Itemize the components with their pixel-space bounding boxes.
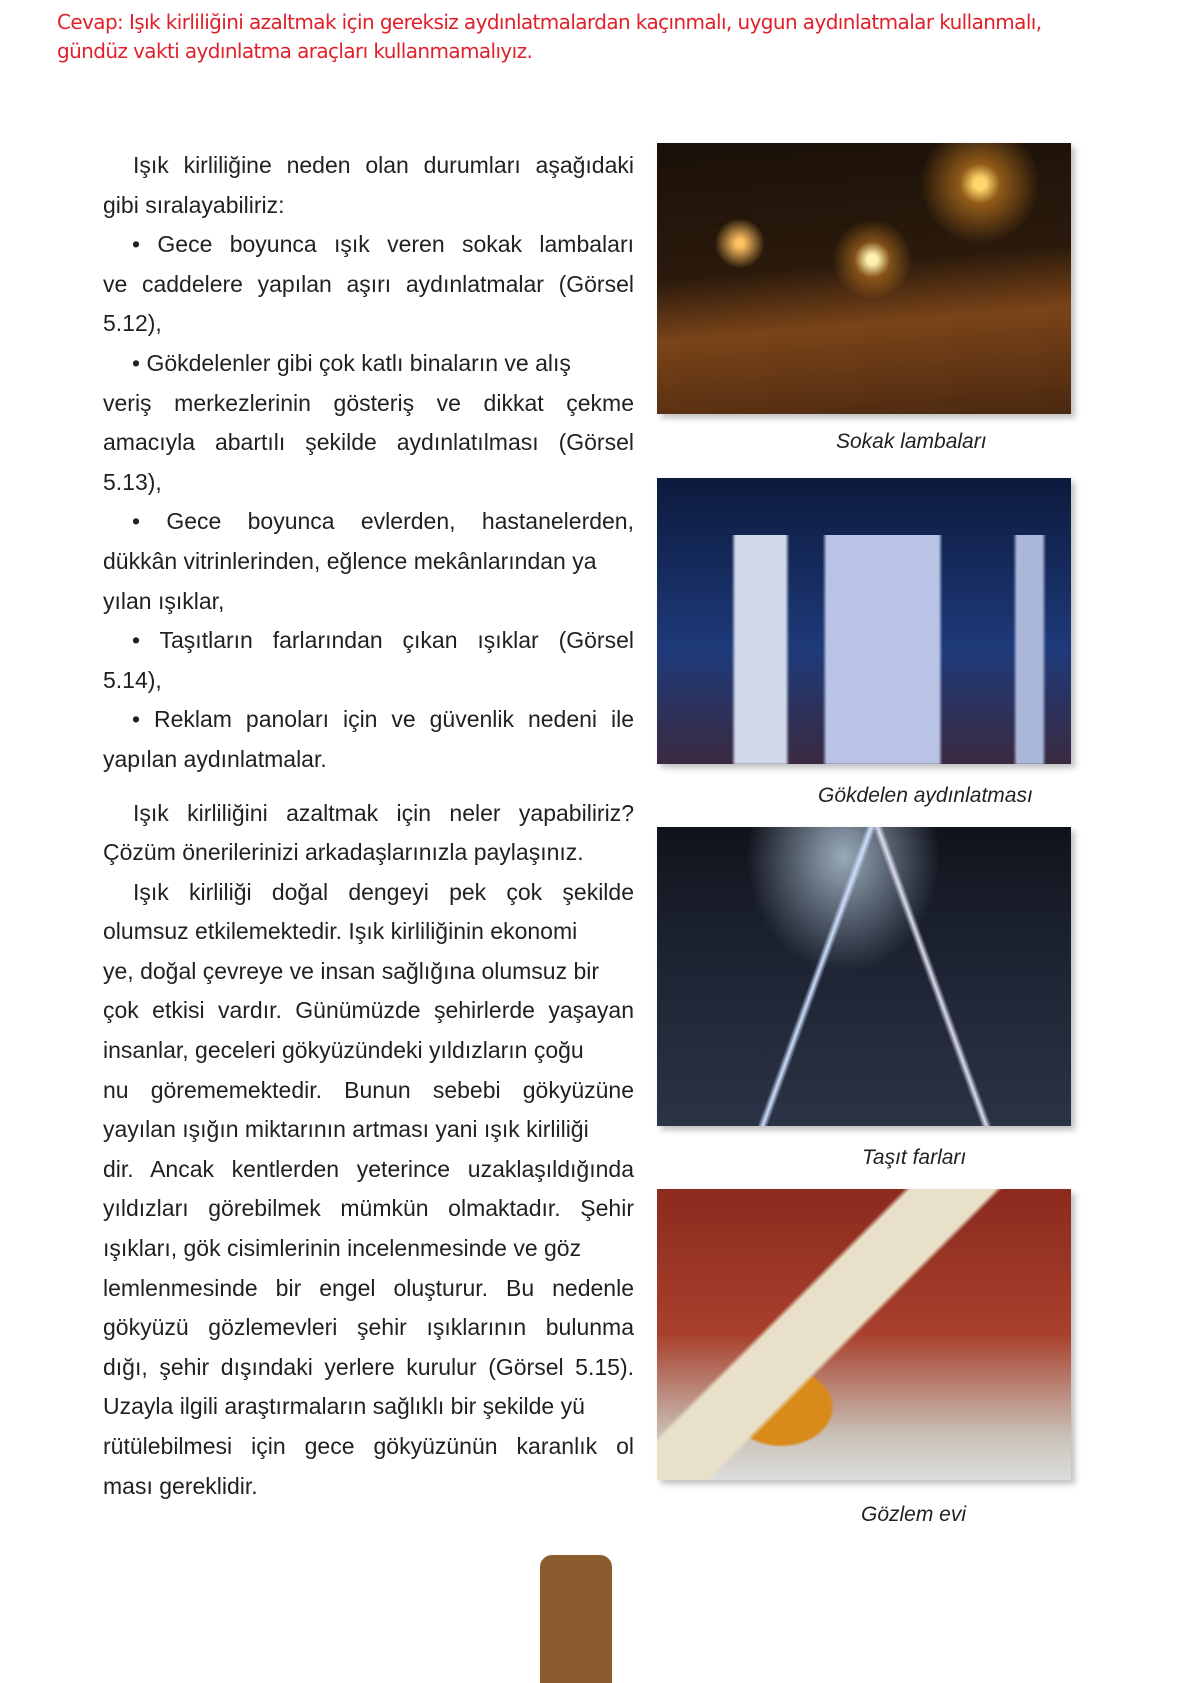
text-line: yılan ışıklar, bbox=[103, 587, 225, 614]
text-line: dükkân vitrinlerinden, eğlence mekânlarından ya bbox=[103, 547, 597, 574]
text-line: dığı, şehir dışındaki yerlere kurulur (Görsel 5.15). bbox=[103, 1353, 634, 1380]
text-line: Işık kirliliğini azaltmak için neler yapabiliriz? bbox=[133, 799, 634, 826]
bullet-line: • Gece boyunca ışık veren sokak lambaları bbox=[132, 231, 634, 258]
text-line: ye, doğal çevreye ve insan sağlığına olumsuz bir bbox=[103, 957, 600, 984]
text-line: dir. Ancak kentlerden yeterince uzaklaşıldığında bbox=[103, 1155, 634, 1182]
figure-caption: Gökdelen aydınlatması bbox=[818, 784, 1033, 807]
answer-line: Cevap: Işık kirliliğini azaltmak için gereksiz aydınlatmalardan kaçınmalı, uygun aydınlatmalar kullanmalı, bbox=[57, 10, 1042, 34]
street-lamps-photo bbox=[657, 143, 1071, 414]
bullet-line: • Reklam panoları için ve güvenlik nedeni ile bbox=[132, 706, 634, 733]
body-text bbox=[103, 146, 634, 1506]
vehicle-headlights-photo bbox=[657, 827, 1071, 1126]
bullet-line: • Gökdelenler gibi çok katlı binaların ve alış bbox=[132, 349, 571, 376]
figure-caption: Sokak lambaları bbox=[836, 430, 987, 453]
answer-line: gündüz vakti aydınlatma araçları kullanmamalıyız. bbox=[57, 39, 533, 63]
text-line: yapılan aydınlatmalar. bbox=[103, 745, 327, 772]
text-line: rütülebilmesi için gece gökyüzünün karanlık ol bbox=[103, 1433, 634, 1459]
bullet-line: • Taşıtların farlarından çıkan ışıklar (Görsel bbox=[132, 627, 634, 654]
text-line: Işık kirliliği doğal dengeyi pek çok şekilde bbox=[133, 878, 634, 905]
text-line: Işık kirliliğine neden olan durumları aşağıdaki bbox=[133, 152, 634, 178]
text-line: gibi sıralayabiliriz: bbox=[103, 191, 285, 218]
text-line: Uzayla ilgili araştırmaların sağlıklı bir şekilde yü bbox=[103, 1393, 585, 1420]
figure-caption: Taşıt farları bbox=[862, 1146, 967, 1169]
skyscraper-lighting-photo bbox=[657, 478, 1071, 764]
text-line: yıldızları görebilmek mümkün olmaktadır. Şehir bbox=[103, 1195, 634, 1222]
text-line: nu görememektedir. Bunun sebebi gökyüzüne bbox=[103, 1076, 634, 1103]
text-line: lemlenmesinde bir engel oluşturur. Bu nedenle bbox=[103, 1274, 634, 1301]
text-line: 5.12), bbox=[103, 310, 162, 337]
text-line: Çözüm önerilerinizi arkadaşlarınızla paylaşınız. bbox=[103, 839, 584, 866]
text-line: insanlar, geceleri gökyüzündeki yıldızların çoğu bbox=[103, 1037, 584, 1064]
answer-text bbox=[57, 8, 1117, 66]
text-line: çok etkisi vardır. Günümüzde şehirlerde yaşayan bbox=[103, 997, 634, 1024]
text-line: gökyüzü gözlemevleri şehir ışıklarının bulunma bbox=[103, 1314, 634, 1341]
text-line: 5.13), bbox=[103, 468, 162, 495]
figure-caption: Gözlem evi bbox=[861, 1503, 967, 1526]
text-line: ması gereklidir. bbox=[103, 1472, 258, 1499]
text-line: ve caddelere yapılan aşırı aydınlatmalar (Görsel bbox=[103, 270, 634, 297]
text-line: 5.14), bbox=[103, 666, 162, 693]
text-line: veriş merkezlerinin gösteriş ve dikkat çekme bbox=[103, 389, 634, 416]
text-line: ışıkları, gök cisimlerinin incelenmesinde ve göz bbox=[103, 1235, 582, 1262]
text-line: amacıyla abartılı şekilde aydınlatılması (Görsel bbox=[103, 429, 634, 456]
bullet-line: • Gece boyunca evlerden, hastanelerden, bbox=[132, 508, 634, 535]
text-line: olumsuz etkilemektedir. Işık kirliliğinin ekonomi bbox=[103, 918, 578, 945]
text-line: yayılan ışığın miktarının artması yani ışık kirliliği bbox=[103, 1116, 589, 1143]
page-tab bbox=[540, 1555, 612, 1683]
observatory-photo bbox=[657, 1189, 1071, 1480]
